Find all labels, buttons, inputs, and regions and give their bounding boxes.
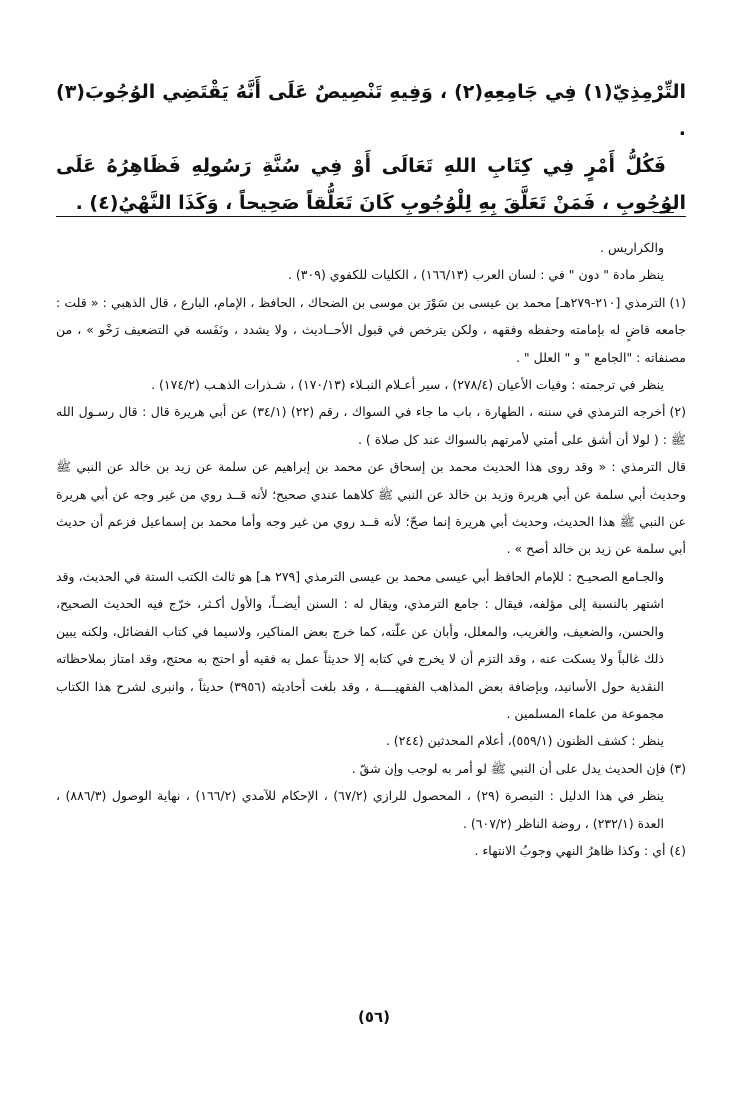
footnote-paragraph bbox=[56, 234, 686, 261]
footnote-paragraph bbox=[56, 782, 686, 837]
footnote-paragraph bbox=[56, 261, 686, 288]
footnote-number: (٣) bbox=[669, 760, 686, 776]
footnote-paragraph bbox=[56, 371, 686, 398]
footnote-text: أي : وكذا ظاهرُ النهي وجوبُ الانتهاء . bbox=[474, 842, 666, 858]
main-text bbox=[56, 74, 686, 222]
footnote-text: والجـامع الصحيـح : للإمام الحافظ أبي عيسى محمد بن عيسى الترمذي [٢٧٩ هـ] هو ثالث الكتب الستة في الحديث، وقد اشتهر بالنسبة إلى مؤلفه، فيقال : جامع الترمذي، ويقال له : السنن أيضــاً، والأول أكـثر، خرّج فيه الحديث الصحيح، والحسن، والضعيف، والغريب، والمعلل، وأبان عن علّته، كما خرج بعض المناكير، ولاسيما في كتاب الفضائل، ولكنه يبين ذلك غالباً ولا يسكت عنه ، وقد التزم أن لا يخرج في كتابه إلا حديثاً عمل به فقيه أو احتج به محتج، وقد امتاز بملاحظاته النقدية حول الأسانيد، وبإضافة بعض المذاهب الفقهيــــة ، وقد بلغت أحاديثه (٣٩٥٦) حديثاً ، وانبرى لشرح هذا الكتاب مجموعة من علماء المسلمين . bbox=[55, 568, 664, 721]
footnote-text: ينظر مادة " دون " في : لسان العرب (١٦٦/١٣) ، الكليات للكفوي (٣٠٩) . bbox=[287, 267, 664, 283]
footnote-text: ينظر في ترجمته : وفيات الأعيان (٢٧٨/٤) ، سير أعـلام النبـلاء (١٧٠/١٣) ، شـذرات الذهـب (١٧٤/٢) . bbox=[151, 377, 664, 393]
footnote-text: ينظر : كشف الظنون (٥٥٩/١)، أعلام المحدثين (٢٤٤) . bbox=[385, 733, 664, 749]
separator-mark bbox=[654, 212, 674, 217]
footnote-separator bbox=[56, 216, 686, 217]
footnote-text: ينظر في هذا الدليل : التبصرة (٢٩) ، المحصول للرازي (٦٧/٢) ، الإحكام للآمدي (١٦٦/٢) ، نهاية الوصول (٨٨٦/٣) ، العدة (٢٣٢/١) ، روضة الناظر (٦٠٧/٢) . bbox=[56, 788, 664, 831]
footnote-paragraph bbox=[56, 563, 686, 727]
page-number: (٥٦) bbox=[357, 1008, 391, 1026]
footnote-paragraph bbox=[56, 453, 686, 563]
footnote-text: الترمذي [٢١٠-٢٧٩هـ] محمد بن عيسى بن سَوْرَ بن موسى بن الضحاك ، الحافظ ، الإمام، البارع ، قال الذهبي : « قلت : جامعه قاضٍ له بإمامته وحفظه وفقهه ، ولكن يترخص في قبول الأحــاديث ، ولا يشدد ، ونَفَسه في التضعيف رَخْو » ، من مصنفاته : "الجامع " و " العلل " . bbox=[56, 294, 686, 365]
footnote-number: (١) bbox=[669, 294, 686, 310]
footnote-paragraph bbox=[56, 398, 686, 453]
footnote-text: فإن الحديث يدل على أن النبي ﷺ لو أمر به لوجب وإن شقّ . bbox=[351, 760, 666, 776]
footnote-paragraph bbox=[56, 727, 686, 754]
footnote-paragraph bbox=[56, 289, 686, 371]
footnote-number: (٢) bbox=[669, 404, 687, 420]
main-text-line-1: التِّرْمِذِيّ(١) فِي جَامِعِهِ(٢) ، وَفِيهِ تَنْصِيصٌ عَلَى أَنَّهُ يَقْتَضِي الوُجُوبَ(٣) . bbox=[56, 81, 686, 140]
footnote-text: أخرجه الترمذي في سننه ، الطهارة ، باب ما جاء في السواك ، رقم (٢٢) (٣٤/١) عن أبي هريرة قال : قال رسـول الله ﷺ : ( لولا أن أشق على أمتي لأمرتهم بالسواك عند كل صلاة ) . bbox=[56, 404, 686, 447]
main-text-line-2: فَكُلُّ أَمْرٍ فِي كِتَابِ اللهِ تَعَالَى أَوْ فِي سُنَّةِ رَسُولِهِ فَظَاهِرُهُ عَلَى الوُجُوبِ ، فَمَنْ تَعَلَّقَ بِهِ لِلْوُجُوبِ كَانَ تَعَلُّقاً صَحِيحاً ، وَكَذَا النَّهْيُ(٤) . bbox=[56, 155, 686, 214]
footnote-text: والكراريس . bbox=[600, 240, 664, 255]
footnote-paragraph bbox=[56, 755, 686, 782]
footnote-text: قال الترمذي : « وقد روى هذا الحديث محمد بن إسحاق عن محمد بن إبراهيم عن سلمة عن زيد بن خالد عن النبي ﷺ وحديث أبي سلمة عن أبي هريرة وزيد بن خالد عن النبي ﷺ كلاهما عندي صحيح؛ لأنه قــد روي من غير وجه عن أبي هريرة عن النبي ﷺ هذا الحديث، وحديث أبي هريرة إنما صحّ؛ لأنه قــد روي من غير وجه وأما محمد بن إسماعيل فزعم أن حديث أبي سلمة عن زيد بن خالد أصح » . bbox=[56, 459, 686, 557]
footnote-paragraph bbox=[56, 837, 686, 864]
footnotes bbox=[56, 234, 686, 864]
footnote-number: (٤) bbox=[669, 842, 686, 858]
